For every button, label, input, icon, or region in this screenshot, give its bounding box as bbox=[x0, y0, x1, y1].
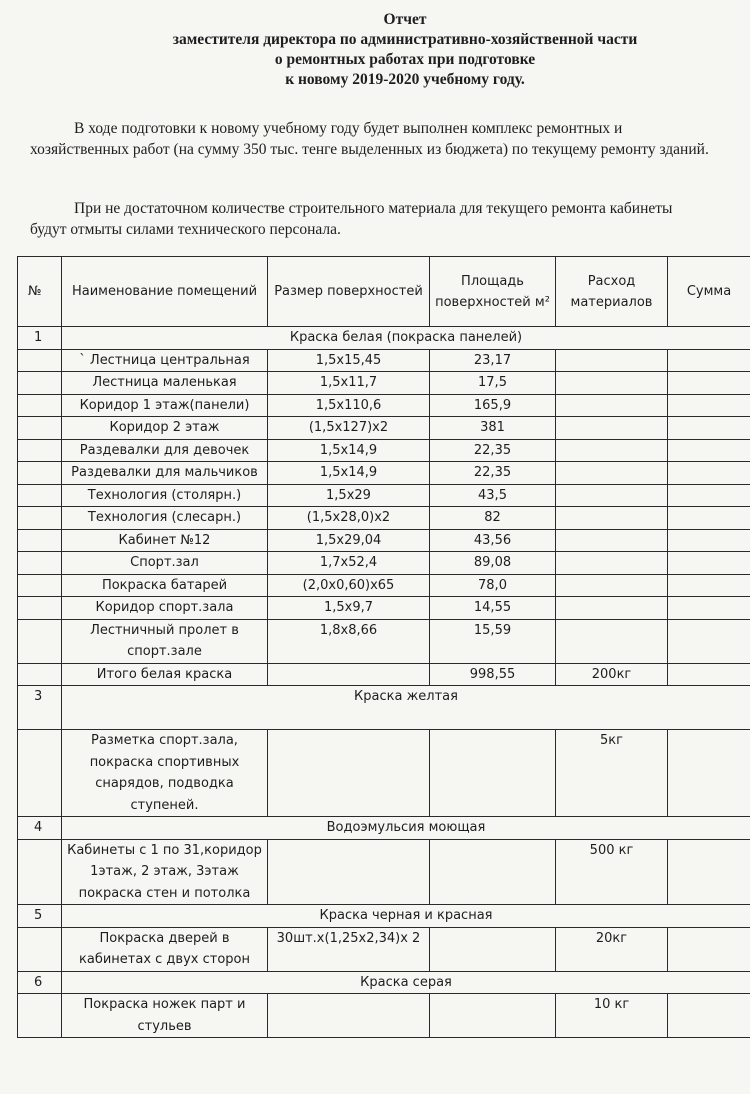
title-line-1: Отчет bbox=[383, 11, 427, 28]
table-row bbox=[18, 730, 750, 817]
section-number: 3 bbox=[18, 686, 62, 730]
table-row bbox=[18, 529, 750, 552]
total-area: 998,55 bbox=[430, 663, 556, 686]
row-size: 1,5х14,9 bbox=[268, 462, 430, 485]
row-size: 1,5х11,7 bbox=[268, 372, 430, 395]
report-title bbox=[0, 10, 750, 90]
row-consumption: 5кг bbox=[556, 730, 668, 817]
table-row bbox=[18, 927, 750, 971]
row-size: 1,8х8,66 bbox=[268, 619, 430, 663]
row-consumption: 20кг bbox=[556, 927, 668, 971]
title-line-2: заместителя директора по административно-хозяйственной части bbox=[172, 31, 638, 48]
row-size: 1,5х15,45 bbox=[268, 349, 430, 372]
table-row bbox=[18, 417, 750, 440]
section-title: Краска черная и красная bbox=[62, 905, 750, 928]
row-area: 15,59 bbox=[430, 619, 556, 663]
table-row bbox=[18, 619, 750, 663]
section-title: Краска серая bbox=[62, 971, 750, 994]
section-number: 4 bbox=[18, 817, 62, 840]
total-row bbox=[18, 663, 750, 686]
row-name: Раздевалки для девочек bbox=[62, 439, 268, 462]
row-name: Лестница маленькая bbox=[62, 372, 268, 395]
table-header-row bbox=[18, 257, 750, 327]
row-area: 23,17 bbox=[430, 349, 556, 372]
table-row bbox=[18, 552, 750, 575]
table-row bbox=[18, 507, 750, 530]
row-size: 1,7х52,4 bbox=[268, 552, 430, 575]
header-num: № bbox=[18, 257, 62, 327]
row-area: 43,56 bbox=[430, 529, 556, 552]
row-consumption: 10 кг bbox=[556, 994, 668, 1038]
row-area: 22,35 bbox=[430, 439, 556, 462]
row-name: Покраска ножек парт и стульев bbox=[62, 994, 268, 1038]
row-size: 1,5х29 bbox=[268, 484, 430, 507]
table-row bbox=[18, 462, 750, 485]
table-row bbox=[18, 597, 750, 620]
row-area: 22,35 bbox=[430, 462, 556, 485]
section-title: Водоэмульсия моющая bbox=[62, 817, 750, 840]
row-name: Коридор 1 этаж(панели) bbox=[62, 394, 268, 417]
header-name: Наименование помещений bbox=[62, 257, 268, 327]
row-name: Покраска батарей bbox=[62, 574, 268, 597]
row-name: Спорт.зал bbox=[62, 552, 268, 575]
section-number: 1 bbox=[18, 327, 62, 350]
title-line-3: о ремонтных работах при подготовке bbox=[274, 51, 536, 68]
row-name: Коридор 2 этаж bbox=[62, 417, 268, 440]
row-name: Лестничный пролет в спорт.зале bbox=[62, 619, 268, 663]
table-row bbox=[18, 349, 750, 372]
row-area: 43,5 bbox=[430, 484, 556, 507]
section-row bbox=[18, 905, 750, 928]
row-consumption: 500 кг bbox=[556, 839, 668, 905]
row-name: Покраска дверей в кабинетах с двух сторон bbox=[62, 927, 268, 971]
section-number: 6 bbox=[18, 971, 62, 994]
section-row bbox=[18, 817, 750, 840]
paragraph-2: При не достаточном количестве строительного материала для текущего ремонта кабинеты будут отмыты силами технического персонала. bbox=[30, 200, 673, 238]
row-area: 165,9 bbox=[430, 394, 556, 417]
row-size: (2,0х0,60)х65 bbox=[268, 574, 430, 597]
row-name: Раздевалки для мальчиков bbox=[62, 462, 268, 485]
row-size: 1,5х29,04 bbox=[268, 529, 430, 552]
row-size: 1,5х9,7 bbox=[268, 597, 430, 620]
header-size: Размер поверхностей bbox=[268, 257, 430, 327]
total-consumption: 200кг bbox=[556, 663, 668, 686]
row-size: (1,5х28,0)х2 bbox=[268, 507, 430, 530]
section-row bbox=[18, 327, 750, 350]
title-line-4: к новому 2019-2020 учебному году. bbox=[285, 71, 525, 88]
row-size: (1,5х127)х2 bbox=[268, 417, 430, 440]
row-area: 14,55 bbox=[430, 597, 556, 620]
paragraph-1: В ходе подготовки к новому учебному году будет выполнен комплекс ремонтных и хозяйственных работ (на сумму 350 тыс. тенге выделенных из бюджета) по текущему ремонту зданий. bbox=[30, 120, 709, 158]
header-area: Площадь поверхностей м² bbox=[430, 257, 556, 327]
row-area: 17,5 bbox=[430, 372, 556, 395]
row-name: Технология (столярн.) bbox=[62, 484, 268, 507]
header-sum: Сумма bbox=[668, 257, 750, 327]
table-row bbox=[18, 839, 750, 905]
report-table bbox=[17, 256, 750, 1038]
row-area: 89,08 bbox=[430, 552, 556, 575]
section-row bbox=[18, 686, 750, 730]
total-label: Итого белая краска bbox=[62, 663, 268, 686]
row-size: 1,5х14,9 bbox=[268, 439, 430, 462]
table-row bbox=[18, 994, 750, 1038]
table-row bbox=[18, 439, 750, 462]
section-title: Краска желтая bbox=[62, 686, 750, 730]
table-row bbox=[18, 484, 750, 507]
row-size: 30шт.х(1,25х2,34)х 2 bbox=[268, 927, 430, 971]
table-row bbox=[18, 574, 750, 597]
header-consumption: Расход материалов bbox=[556, 257, 668, 327]
row-area: 381 bbox=[430, 417, 556, 440]
section-number: 5 bbox=[18, 905, 62, 928]
row-name: Коридор спорт.зала bbox=[62, 597, 268, 620]
row-name: ` Лестница центральная bbox=[62, 349, 268, 372]
section-title: Краска белая (покраска панелей) bbox=[62, 327, 750, 350]
row-area: 78,0 bbox=[430, 574, 556, 597]
row-name: Кабинет №12 bbox=[62, 529, 268, 552]
row-name: Разметка спорт.зала, покраска спортивных снарядов, подводка ступеней. bbox=[62, 730, 268, 817]
table-row bbox=[18, 372, 750, 395]
table-row bbox=[18, 394, 750, 417]
row-name: Кабинеты с 1 по 31,коридор 1этаж, 2 этаж, 3этаж покраска стен и потолка bbox=[62, 839, 268, 905]
row-area: 82 bbox=[430, 507, 556, 530]
section-row bbox=[18, 971, 750, 994]
row-name: Технология (слесарн.) bbox=[62, 507, 268, 530]
row-size: 1,5х110,6 bbox=[268, 394, 430, 417]
